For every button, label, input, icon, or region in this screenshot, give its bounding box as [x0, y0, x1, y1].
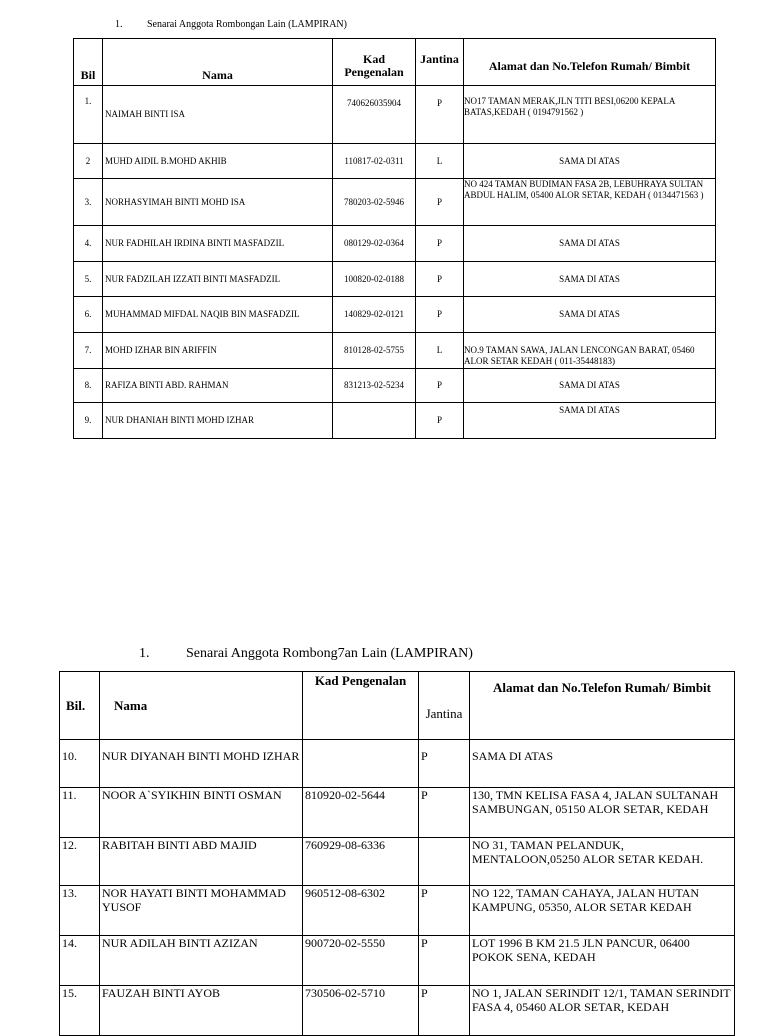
cell-kad: 110817-02-0311	[333, 144, 416, 179]
cell-jantina: P	[419, 788, 470, 838]
cell-nama: NUR ADILAH BINTI AZIZAN	[100, 936, 303, 986]
members-table-2	[59, 671, 735, 1036]
cell-bil: 1.	[74, 86, 103, 144]
cell-jantina: P	[419, 740, 470, 788]
cell-nama: NUR DHANIAH BINTI MOHD IZHAR	[103, 403, 333, 439]
cell-alamat: SAMA DI ATAS	[464, 369, 716, 403]
cell-alamat: SAMA DI ATAS	[464, 144, 716, 179]
cell-bil: 9.	[74, 403, 103, 439]
cell-jantina: P	[419, 886, 470, 936]
cell-alamat: 130, TMN KELISA FASA 4, JALAN SULTANAH SAMBUNGAN, 05150 ALOR SETAR, KEDAH	[470, 788, 735, 838]
cell-bil: 8.	[74, 369, 103, 403]
cell-jantina: P	[419, 936, 470, 986]
table-row	[74, 179, 716, 226]
cell-bil: 14.	[60, 936, 100, 986]
cell-bil: 12.	[60, 838, 100, 886]
cell-alamat: SAMA DI ATAS	[470, 740, 735, 788]
cell-alamat: SAMA DI ATAS	[464, 226, 716, 262]
header-bil: Bil	[74, 39, 103, 86]
table-row	[60, 936, 735, 986]
cell-bil: 2	[74, 144, 103, 179]
cell-bil: 7.	[74, 333, 103, 369]
cell-nama: MUHD AIDIL B.MOHD AKHIB	[103, 144, 333, 179]
header-nama: Nama	[103, 39, 333, 86]
section2-number: 1.	[139, 646, 150, 661]
cell-alamat: NO 122, TAMAN CAHAYA, JALAN HUTAN KAMPUNG, 05350, ALOR SETAR KEDAH	[470, 886, 735, 936]
cell-kad: 810920-02-5644	[303, 788, 419, 838]
cell-bil: 3.	[74, 179, 103, 226]
cell-bil: 10.	[60, 740, 100, 788]
cell-jantina: P	[419, 986, 470, 1036]
cell-jantina: L	[416, 333, 464, 369]
table-row	[74, 262, 716, 297]
cell-alamat: LOT 1996 B KM 21.5 JLN PANCUR, 06400 POKOK SENA, KEDAH	[470, 936, 735, 986]
header-kad: Kad Pengenalan	[303, 672, 419, 740]
cell-kad: 740626035904	[333, 86, 416, 144]
table-row	[74, 403, 716, 439]
cell-kad: 080129-02-0364	[333, 226, 416, 262]
header-kad: Kad Pengenalan	[333, 39, 416, 86]
members-table-1	[73, 38, 716, 439]
cell-alamat: NO17 TAMAN MERAK,JLN TITI BESI,06200 KEPALA BATAS,KEDAH ( 0194791562 )	[464, 86, 716, 144]
header-bil: Bil.	[60, 672, 100, 740]
header-nama: Nama	[100, 672, 303, 740]
cell-nama: RABITAH BINTI ABD MAJID	[100, 838, 303, 886]
table-row	[60, 788, 735, 838]
header-alamat: Alamat dan No.Telefon Rumah/ Bimbit	[470, 672, 735, 740]
cell-jantina: P	[416, 86, 464, 144]
cell-kad: 100820-02-0188	[333, 262, 416, 297]
header-alamat: Alamat dan No.Telefon Rumah/ Bimbit	[464, 39, 716, 86]
table-row	[60, 740, 735, 788]
section1-heading	[115, 19, 515, 33]
cell-nama: NOOR A`SYIKHIN BINTI OSMAN	[100, 788, 303, 838]
cell-kad: 140829-02-0121	[333, 297, 416, 333]
table-row	[60, 886, 735, 936]
table-row	[74, 144, 716, 179]
cell-bil: 11.	[60, 788, 100, 838]
cell-kad: 730506-02-5710	[303, 986, 419, 1036]
cell-nama: MOHD IZHAR BIN ARIFFIN	[103, 333, 333, 369]
cell-jantina: P	[416, 369, 464, 403]
cell-alamat: SAMA DI ATAS	[464, 297, 716, 333]
cell-kad	[333, 403, 416, 439]
cell-bil: 6.	[74, 297, 103, 333]
cell-nama: NORHASYIMAH BINTI MOHD ISA	[103, 179, 333, 226]
cell-kad: 760929-08-6336	[303, 838, 419, 886]
table-row	[74, 297, 716, 333]
section1-number: 1.	[115, 19, 123, 30]
cell-nama: MUHAMMAD MIFDAL NAQIB BIN MASFADZIL	[103, 297, 333, 333]
cell-jantina: P	[416, 297, 464, 333]
section2-title: Senarai Anggota Rombong7an Lain (LAMPIRAN)	[186, 646, 473, 661]
cell-kad: 960512-08-6302	[303, 886, 419, 936]
section1-title: Senarai Anggota Rombongan Lain (LAMPIRAN)	[147, 19, 347, 30]
table-row	[60, 986, 735, 1036]
cell-alamat: NO 424 TAMAN BUDIMAN FASA 2B, LEBUHRAYA SULTAN ABDUL HALIM, 05400 ALOR SETAR, KEDAH ( 0134471563 )	[464, 179, 716, 226]
cell-nama: RAFIZA BINTI ABD. RAHMAN	[103, 369, 333, 403]
cell-bil: 13.	[60, 886, 100, 936]
cell-bil: 4.	[74, 226, 103, 262]
cell-kad: 831213-02-5234	[333, 369, 416, 403]
cell-nama: NUR FADZILAH IZZATI BINTI MASFADZIL	[103, 262, 333, 297]
cell-bil: 5.	[74, 262, 103, 297]
header-jantina: Jantina	[419, 672, 470, 740]
cell-jantina: P	[416, 262, 464, 297]
cell-nama: NAIMAH BINTI ISA	[103, 86, 333, 144]
cell-alamat: SAMA DI ATAS	[464, 403, 716, 439]
table-row	[74, 226, 716, 262]
cell-jantina: L	[416, 144, 464, 179]
table-row	[74, 333, 716, 369]
cell-alamat: SAMA DI ATAS	[464, 262, 716, 297]
cell-jantina: P	[416, 226, 464, 262]
cell-jantina: P	[416, 179, 464, 226]
cell-kad: 810128-02-5755	[333, 333, 416, 369]
table-row	[74, 86, 716, 144]
cell-nama: NUR FADHILAH IRDINA BINTI MASFADZIL	[103, 226, 333, 262]
header-jantina: Jantina	[416, 39, 464, 86]
table-row	[74, 369, 716, 403]
cell-alamat: NO 31, TAMAN PELANDUK, MENTALOON,05250 ALOR SETAR KEDAH.	[470, 838, 735, 886]
table-row	[60, 838, 735, 886]
cell-kad: 780203-02-5946	[333, 179, 416, 226]
section2-heading	[139, 646, 559, 664]
cell-kad: 900720-02-5550	[303, 936, 419, 986]
cell-bil: 15.	[60, 986, 100, 1036]
cell-jantina: P	[416, 403, 464, 439]
cell-alamat: NO 1, JALAN SERINDIT 12/1, TAMAN SERINDIT FASA 4, 05460 ALOR SETAR, KEDAH	[470, 986, 735, 1036]
cell-nama: FAUZAH BINTI AYOB	[100, 986, 303, 1036]
cell-nama: NUR DIYANAH BINTI MOHD IZHAR	[100, 740, 303, 788]
cell-alamat: NO.9 TAMAN SAWA, JALAN LENCONGAN BARAT, 05460 ALOR SETAR KEDAH ( 011-35448183)	[464, 333, 716, 369]
cell-nama: NOR HAYATI BINTI MOHAMMAD YUSOF	[100, 886, 303, 936]
cell-kad	[303, 740, 419, 788]
cell-jantina	[419, 838, 470, 886]
